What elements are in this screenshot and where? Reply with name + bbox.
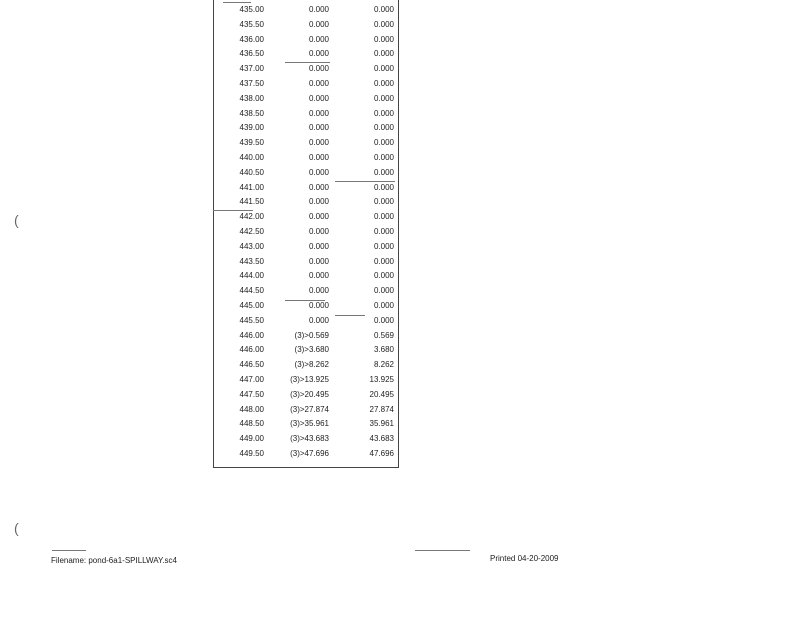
elevation-cell: 440.50 — [239, 167, 264, 177]
total-discharge-cell: 0.000 — [373, 79, 394, 88]
discharge-detail-cell: 0.000 — [308, 182, 329, 192]
table-row — [213, 343, 399, 357]
elevation-cell: 449.00 — [239, 434, 264, 444]
discharge-detail-cell: 0.000 — [308, 64, 329, 74]
discharge-detail-cell: (3)>3.680 — [294, 345, 329, 355]
table-row — [213, 403, 399, 417]
table-row — [213, 210, 399, 224]
total-discharge-cell: 0.000 — [373, 5, 394, 14]
discharge-detail-cell: 0.000 — [308, 93, 329, 103]
scan-artifact — [415, 550, 470, 551]
total-discharge-cell: 0.000 — [373, 138, 394, 148]
elevation-cell: 435.00 — [239, 5, 264, 14]
footer-printed-date: Printed 04-20-2009 — [490, 554, 559, 563]
elevation-cell: 443.50 — [239, 256, 264, 266]
total-discharge-cell: 27.874 — [369, 404, 394, 414]
total-discharge-cell: 0.000 — [373, 286, 394, 296]
discharge-detail-cell: (3)>0.569 — [294, 330, 329, 340]
elevation-cell: 446.00 — [239, 330, 264, 340]
elevation-cell: 439.00 — [239, 123, 264, 133]
total-discharge-cell: 35.961 — [369, 419, 394, 429]
total-discharge-cell: 20.495 — [369, 389, 394, 399]
elevation-cell: 437.50 — [239, 79, 264, 88]
elevation-cell: 436.50 — [239, 49, 264, 59]
table-row — [213, 225, 399, 239]
elevation-cell: 438.00 — [239, 93, 264, 103]
elevation-cell: 449.50 — [239, 449, 264, 458]
total-discharge-cell: 43.683 — [369, 434, 394, 444]
discharge-detail-cell: 0.000 — [308, 286, 329, 296]
elevation-cell: 444.50 — [239, 286, 264, 296]
table-row — [213, 62, 399, 76]
table-row — [213, 329, 399, 343]
table-row — [213, 92, 399, 106]
discharge-detail-cell: 0.000 — [308, 241, 329, 251]
table-row — [213, 181, 399, 195]
discharge-detail-cell: 0.000 — [308, 108, 329, 118]
discharge-detail-cell: (3)>27.874 — [290, 404, 329, 414]
elevation-cell: 438.50 — [239, 108, 264, 118]
elevation-cell: 448.00 — [239, 404, 264, 414]
table-row — [213, 151, 399, 165]
table-row — [213, 77, 399, 91]
total-discharge-cell: 0.000 — [373, 212, 394, 222]
table-row — [213, 314, 399, 328]
scan-artifact — [52, 550, 86, 551]
scan-artifact — [285, 62, 330, 63]
table-row — [213, 432, 399, 446]
total-discharge-cell: 0.000 — [373, 167, 394, 177]
table-bottom-rule — [213, 467, 399, 468]
table-row — [213, 373, 399, 387]
scan-artifact — [335, 181, 395, 182]
discharge-detail-cell: (3)>43.683 — [290, 434, 329, 444]
elevation-cell: 442.00 — [239, 212, 264, 222]
table-row — [213, 166, 399, 180]
total-discharge-cell: 0.000 — [373, 271, 394, 281]
table-row — [213, 195, 399, 209]
table-row — [213, 447, 399, 461]
binder-hole-mark: ( — [14, 520, 19, 536]
total-discharge-cell: 0.000 — [373, 241, 394, 251]
scan-artifact — [285, 300, 325, 301]
total-discharge-cell: 0.000 — [373, 197, 394, 207]
binder-hole-mark: ( — [14, 212, 19, 228]
total-discharge-cell: 8.262 — [373, 360, 394, 370]
total-discharge-cell: 0.569 — [373, 330, 394, 340]
total-discharge-cell: 0.000 — [373, 64, 394, 74]
table-row — [213, 3, 399, 17]
scan-artifact — [223, 2, 251, 3]
discharge-detail-cell: 0.000 — [308, 227, 329, 236]
table-row — [213, 255, 399, 269]
discharge-detail-cell: 0.000 — [308, 212, 329, 222]
table-row — [213, 18, 399, 32]
elevation-cell: 435.50 — [239, 19, 264, 29]
discharge-detail-cell: 0.000 — [308, 138, 329, 148]
discharge-detail-cell: 0.000 — [308, 167, 329, 177]
table-row — [213, 107, 399, 121]
discharge-detail-cell: 0.000 — [308, 256, 329, 266]
discharge-detail-cell: 0.000 — [308, 197, 329, 207]
table-row — [213, 33, 399, 47]
discharge-detail-cell: 0.000 — [308, 301, 329, 310]
table-row — [213, 121, 399, 135]
table-row — [213, 284, 399, 298]
elevation-cell: 445.00 — [239, 301, 264, 310]
elevation-cell: 436.00 — [239, 34, 264, 44]
elevation-cell: 448.50 — [239, 419, 264, 429]
discharge-detail-cell: 0.000 — [308, 34, 329, 44]
total-discharge-cell: 0.000 — [373, 256, 394, 266]
discharge-detail-cell: 0.000 — [308, 153, 329, 162]
discharge-detail-cell: 0.000 — [308, 315, 329, 325]
total-discharge-cell: 0.000 — [373, 34, 394, 44]
total-discharge-cell: 0.000 — [373, 315, 394, 325]
elevation-cell: 447.00 — [239, 375, 264, 384]
scan-artifact — [213, 210, 253, 211]
discharge-detail-cell: 0.000 — [308, 19, 329, 29]
elevation-cell: 437.00 — [239, 64, 264, 74]
elevation-cell: 444.00 — [239, 271, 264, 281]
total-discharge-cell: 47.696 — [369, 449, 394, 458]
total-discharge-cell: 0.000 — [373, 182, 394, 192]
table-row — [213, 240, 399, 254]
total-discharge-cell: 13.925 — [369, 375, 394, 384]
discharge-detail-cell: (3)>8.262 — [294, 360, 329, 370]
total-discharge-cell: 0.000 — [373, 93, 394, 103]
discharge-detail-cell: (3)>20.495 — [290, 389, 329, 399]
elevation-cell: 442.50 — [239, 227, 264, 236]
total-discharge-cell: 0.000 — [373, 19, 394, 29]
discharge-detail-cell: 0.000 — [308, 79, 329, 88]
table-row — [213, 417, 399, 431]
elevation-cell: 439.50 — [239, 138, 264, 148]
total-discharge-cell: 0.000 — [373, 108, 394, 118]
discharge-detail-cell: (3)>13.925 — [290, 375, 329, 384]
scan-artifact — [335, 315, 365, 316]
discharge-detail-cell: (3)>35.961 — [290, 419, 329, 429]
total-discharge-cell: 0.000 — [373, 301, 394, 310]
total-discharge-cell: 0.000 — [373, 49, 394, 59]
elevation-cell: 446.00 — [239, 345, 264, 355]
table-row — [213, 299, 399, 313]
total-discharge-cell: 0.000 — [373, 153, 394, 162]
elevation-cell: 441.50 — [239, 197, 264, 207]
discharge-detail-cell: 0.000 — [308, 5, 329, 14]
total-discharge-cell: 0.000 — [373, 123, 394, 133]
elevation-cell: 447.50 — [239, 389, 264, 399]
discharge-detail-cell: (3)>47.696 — [290, 449, 329, 458]
table-row — [213, 136, 399, 150]
table-row — [213, 47, 399, 61]
footer-filename: Filename: pond-6a1-SPILLWAY.sc4 — [51, 556, 177, 565]
elevation-cell: 440.00 — [239, 153, 264, 162]
elevation-cell: 441.00 — [239, 182, 264, 192]
elevation-cell: 445.50 — [239, 315, 264, 325]
discharge-detail-cell: 0.000 — [308, 123, 329, 133]
table-row — [213, 388, 399, 402]
table-row — [213, 269, 399, 283]
elevation-cell: 443.00 — [239, 241, 264, 251]
discharge-detail-cell: 0.000 — [308, 271, 329, 281]
table-row — [213, 358, 399, 372]
elevation-cell: 446.50 — [239, 360, 264, 370]
total-discharge-cell: 0.000 — [373, 227, 394, 236]
discharge-detail-cell: 0.000 — [308, 49, 329, 59]
total-discharge-cell: 3.680 — [373, 345, 394, 355]
